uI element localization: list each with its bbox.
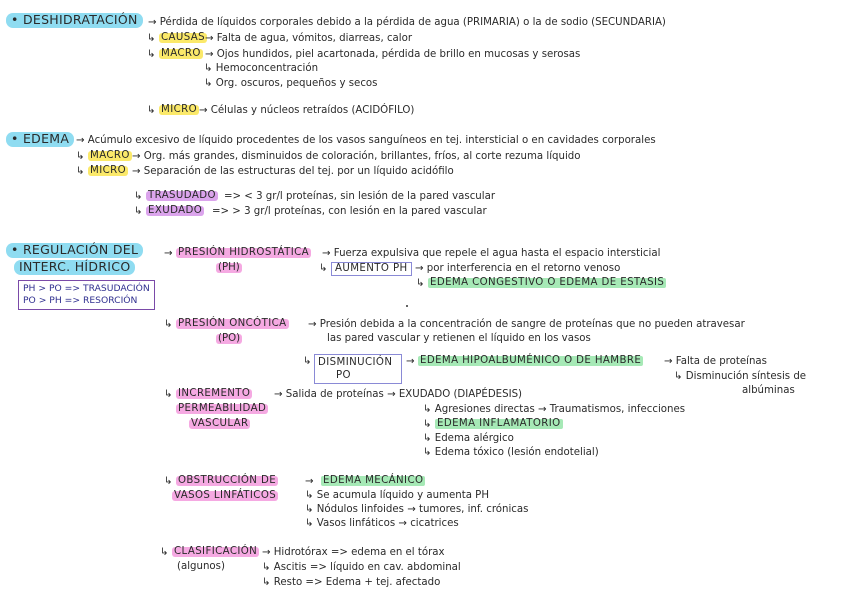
permeabilidad-arrow-icon: ↳: [164, 389, 173, 400]
clasificacion-item-1: → Hidrotórax => edema en el tórax: [262, 547, 445, 558]
stray-dot: [406, 305, 408, 307]
edema-macro-label: MACRO: [90, 150, 130, 161]
ph-po-rule-1: PH > PO => TRASUDACIÓN: [23, 283, 150, 294]
inflamatorio-arrow-icon: ↳: [423, 419, 432, 430]
disminucion-label: DISMINUCIÓN: [318, 357, 393, 368]
desh-macro-sub1: ↳ Hemoconcentración: [204, 63, 319, 74]
permeabilidad-sub4: ↳ Edema tóxico (lesión endotelial): [423, 447, 599, 458]
disminucion-po-label: PO: [336, 370, 351, 381]
disminucion-po-box: [314, 354, 402, 384]
edema-inflamatorio-label: EDEMA INFLAMATORIO: [437, 418, 561, 429]
disminucion-arrow-icon: ↳: [303, 356, 312, 367]
ph-abbrev: (PH): [218, 262, 240, 273]
desh-macro-text: → Ojos hundidos, piel acartonada, pérdida de brillo en mucosas y serosas: [205, 49, 581, 60]
aumento-ph-text: → por interferencia en el retorno venoso: [415, 263, 621, 274]
permeabilidad-text: → Salida de proteínas → EXUDADO (DIAPÉDESIS): [274, 389, 523, 400]
causas-text: → Falta de agua, vómitos, diarreas, calor: [205, 33, 413, 44]
edema-congestivo-label: EDEMA CONGESTIVO O EDEMA DE ESTASIS: [430, 277, 665, 288]
edema-micro-label: MICRO: [90, 165, 127, 176]
edema-mecanico-label: EDEMA MECÁNICO: [323, 475, 424, 486]
edema-micro-arrow-icon: ↳: [76, 166, 85, 177]
obstruccion-sub1: ↳ Se acumula líquido y aumenta PH: [305, 490, 489, 501]
aumento-ph-box: AUMENTO PH: [331, 262, 412, 276]
po-arrow-icon: ↳: [164, 319, 173, 330]
obstruccion-sub2: ↳ Nódulos linfoides → tumores, inf. crónicas: [305, 504, 529, 515]
clasificacion-arrow-icon: ↳: [160, 547, 169, 558]
desh-micro-text: → Células y núcleos retraídos (ACIDÓFILO): [199, 105, 415, 116]
po-definition-2: las pared vascular y retienen el líquido en los vasos: [327, 333, 591, 344]
edema-definition: → Acúmulo excesivo de líquido procedentes de los vasos sanguíneos en tej. intersticial o en cavidades corporales: [76, 135, 656, 146]
deshidratacion-title: • DESHIDRATACIÓN: [6, 13, 143, 28]
po-abbrev: (PO): [218, 333, 241, 344]
regulacion-title-line2: INTERC. HÍDRICO: [14, 260, 135, 275]
desh-micro-arrow-icon: ↳: [147, 105, 156, 116]
causas-label: CAUSAS: [161, 32, 206, 43]
obstruccion-sub3: ↳ Vasos linfáticos → cicatrices: [305, 518, 459, 529]
ph-po-rule-2: PO > PH => RESORCIÓN: [23, 295, 138, 306]
ph-arrow-icon: →: [164, 248, 173, 259]
clasificacion-label: CLASIFICACIÓN: [174, 546, 258, 557]
hipoalb-text-1: → Falta de proteínas: [664, 356, 767, 367]
exudado-label: EXUDADO: [148, 205, 203, 216]
trasudado-label: TRASUDADO: [148, 190, 216, 201]
congestivo-arrow-icon: ↳: [416, 278, 425, 289]
edema-micro-text: → Separación de las estructuras del tej. por un líquido acidófilo: [132, 166, 454, 177]
clasificacion-item-2: ↳ Ascitis => líquido en cav. abdominal: [262, 562, 461, 573]
ph-definition: → Fuerza expulsiva que repele el agua hasta el espacio intersticial: [322, 248, 661, 259]
hipoalb-text-2: ↳ Disminución síntesis de: [674, 371, 807, 382]
causas-arrow-icon: ↳: [147, 33, 156, 44]
po-definition-1: → Presión debida a la concentración de sangre de proteínas que no pueden atravesar: [308, 319, 745, 330]
hipoalb-text-3: albúminas: [742, 385, 795, 396]
edema-macro-arrow-icon: ↳: [76, 151, 85, 162]
permeabilidad-sub1: ↳ Agresiones directas → Traumatismos, infecciones: [423, 404, 686, 415]
permeabilidad-label-3: VASCULAR: [191, 418, 249, 429]
desh-macro-label: MACRO: [161, 48, 201, 59]
hipoalb-arrow-icon: →: [406, 356, 415, 367]
deshidratacion-definition: → Pérdida de líquidos corporales debido a la pérdida de agua (PRIMARIA) o la de sodio (SECUNDARIA): [148, 17, 666, 28]
desh-macro-sub2: ↳ Org. oscuros, pequeños y secos: [204, 78, 378, 89]
permeabilidad-sub3: ↳ Edema alérgico: [423, 433, 514, 444]
clasificacion-item-3: ↳ Resto => Edema + tej. afectado: [262, 577, 441, 588]
regulacion-title-line1: • REGULACIÓN DEL: [6, 243, 143, 258]
edema-macro-text: → Org. más grandes, disminuidos de coloración, brillantes, fríos, al corte rezuma líquido: [132, 151, 581, 162]
ph-label: PRESIÓN HIDROSTÁTICA: [178, 247, 309, 258]
edema-title: • EDEMA: [6, 132, 74, 147]
desh-micro-label: MICRO: [161, 104, 198, 115]
permeabilidad-label-2: PERMEABILIDAD: [178, 403, 267, 414]
po-label: PRESIÓN ONCÓTICA: [178, 318, 287, 329]
ph-po-summary-box: [18, 280, 155, 310]
obstruccion-arrow-icon: ↳: [164, 476, 173, 487]
permeabilidad-label-1: INCREMENTO: [178, 388, 251, 399]
edema-hipoalbumenico-label: EDEMA HIPOALBUMÉNICO O DE HAMBRE: [420, 355, 642, 366]
exudado-arrow-icon: ↳: [134, 206, 143, 217]
obstruccion-label-1: OBSTRUCCIÓN DE: [178, 475, 277, 486]
exudado-text: => > 3 gr/l proteínas, con lesión en la pared vascular: [212, 206, 487, 217]
trasudado-text: => < 3 gr/l proteínas, sin lesión de la pared vascular: [224, 191, 496, 202]
clasificacion-note: (algunos): [177, 561, 225, 572]
mecanico-arrow-icon: →: [305, 476, 314, 487]
trasudado-arrow-icon: ↳: [134, 191, 143, 202]
desh-macro-arrow-icon: ↳: [147, 49, 156, 60]
obstruccion-label-2: VASOS LINFÁTICOS: [174, 490, 277, 501]
aumento-ph-arrow-icon: ↳: [319, 263, 328, 274]
